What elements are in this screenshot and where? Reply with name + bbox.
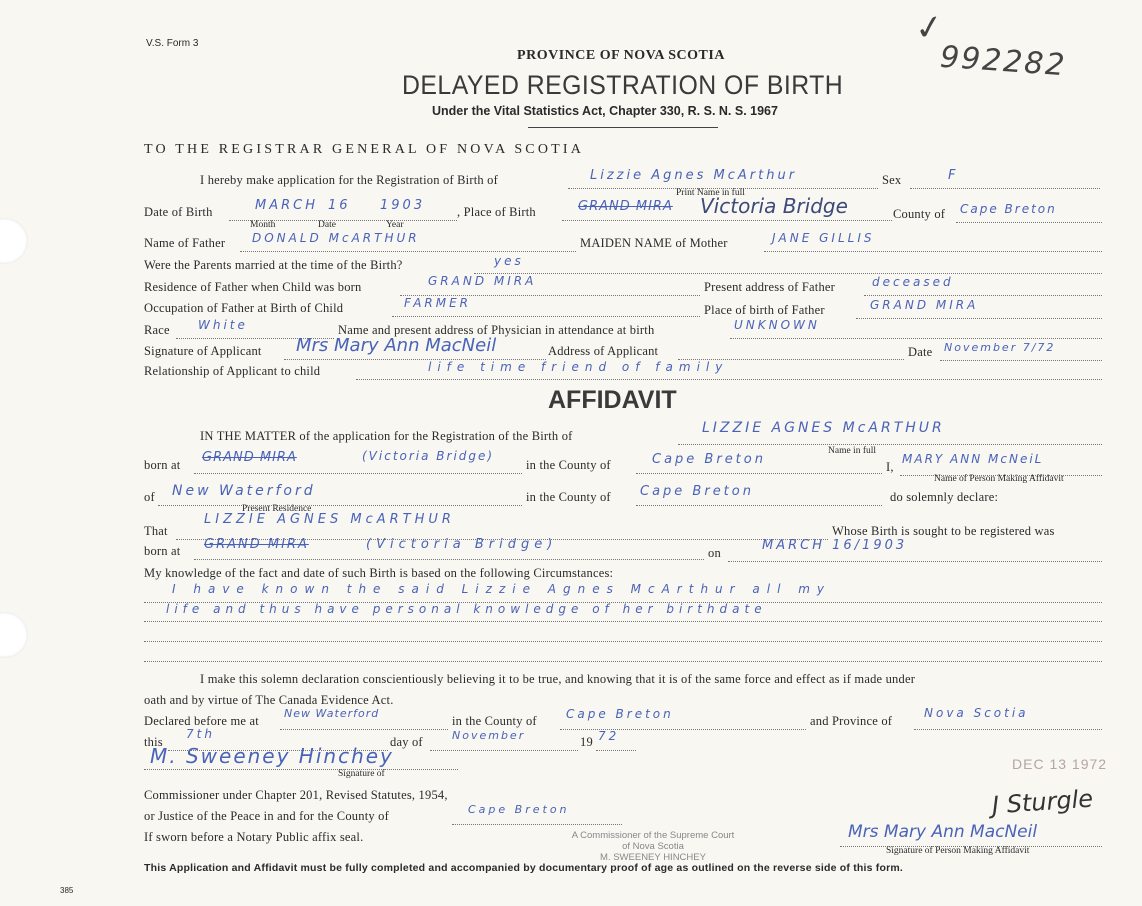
county-field-1[interactable]: Cape Breton — [652, 452, 766, 467]
born-at-2-field[interactable]: (Victoria Bridge) — [366, 537, 558, 552]
affiant-caption: Signature of Person Making Affidavit — [886, 846, 1030, 856]
knowledge-label: My knowledge of the fact and date of such Birth is based on the following Circumstances: — [144, 566, 614, 580]
declared-label: Declared before me at — [144, 714, 259, 728]
this-day-field[interactable]: 7th — [186, 727, 215, 741]
child-name-field[interactable]: Lizzie Agnes McArthur — [590, 168, 798, 183]
justice-county-field[interactable]: Cape Breton — [468, 803, 570, 816]
dob-label: Date of Birth — [144, 205, 213, 219]
province-label: and Province of — [810, 714, 893, 728]
print-name-caption: Print Name in full — [676, 188, 745, 198]
father-field[interactable]: DONALD McARTHUR — [252, 231, 420, 245]
mother-field[interactable]: JANE GILLIS — [772, 231, 875, 245]
dob-year-field[interactable]: 1903 — [380, 198, 426, 213]
affiant-signature[interactable]: Mrs Mary Ann MacNeil — [848, 822, 1038, 842]
pob-struck-field: GRAND MIRA — [578, 199, 673, 214]
application-statement: I hereby make application for the Registration of Birth of — [200, 173, 498, 187]
race-label: Race — [144, 323, 170, 337]
address-line: TO THE REGISTRAR GENERAL OF NOVA SCOTIA — [144, 142, 585, 157]
occupation-field[interactable]: FARMER — [404, 296, 472, 310]
on-label: on — [708, 546, 721, 560]
i-label: I, — [886, 460, 894, 474]
name-full-caption: Name in full — [828, 446, 877, 456]
circumstance-line-2[interactable]: life and thus have personal knowledge of her birthdate — [166, 602, 767, 616]
dob-day-field[interactable]: 16 — [328, 198, 351, 213]
stamp-line-2: of Nova Scotia — [622, 841, 684, 852]
year-field[interactable]: 72 — [598, 729, 620, 743]
year-caption: Year — [386, 220, 404, 230]
commissioner-line: Commissioner under Chapter 201, Revised Statutes, 1954, — [144, 788, 448, 802]
present-address-label: Present address of Father — [704, 280, 836, 294]
date-received-stamp: DEC 13 1972 — [1012, 756, 1108, 772]
date-label: Date — [908, 345, 933, 359]
relationship-field[interactable]: life time friend of family — [428, 360, 729, 374]
residence-label: Residence of Father when Child was born — [144, 280, 362, 294]
affidavit-heading: AFFIDAVIT — [548, 386, 677, 414]
registration-number: 992282 — [938, 39, 1068, 84]
matter-name-field[interactable]: LIZZIE AGNES McARTHUR — [702, 420, 945, 436]
on-date-field[interactable]: MARCH 16/1903 — [762, 538, 908, 553]
notary-note: If sworn before a Notary Public affix seal. — [144, 830, 364, 844]
commissioner-signature[interactable]: M. Sweeney Hinchey — [150, 744, 394, 768]
declared-at-field[interactable]: New Waterford — [284, 707, 380, 720]
residence-affidavit-field[interactable]: New Waterford — [172, 483, 316, 499]
mother-label: MAIDEN NAME of Mother — [580, 236, 728, 250]
solemnly-declare: do solemnly declare: — [890, 490, 999, 504]
punch-hole — [0, 218, 28, 264]
father-label: Name of Father — [144, 236, 226, 250]
in-county-label-3: in the County of — [452, 714, 537, 728]
pob-field[interactable]: Victoria Bridge — [700, 194, 848, 218]
form-title: DELAYED REGISTRATION OF BIRTH — [402, 70, 844, 100]
applicant-address-label: Address of Applicant — [548, 344, 659, 358]
stamp-line-3: M. SWEENEY HINCHEY — [600, 852, 706, 863]
person-name-field[interactable]: MARY ANN McNeiL — [902, 452, 1044, 466]
dob-month-field[interactable]: MARCH — [255, 198, 318, 213]
present-residence-caption: Present Residence — [242, 504, 312, 514]
born-at-label: born at — [144, 458, 181, 472]
this-label: this — [144, 735, 163, 749]
province-field[interactable]: Nova Scotia — [924, 706, 1029, 720]
father-pob-label: Place of birth of Father — [704, 303, 825, 317]
born-at-struck-field: GRAND MIRA — [202, 450, 297, 465]
sex-label: Sex — [882, 173, 902, 187]
footer-note: This Application and Affidavit must be fully completed and accompanied by documentary proof of age as outlined on the reverse side of this form. — [144, 862, 904, 874]
justice-label: or Justice of the Peace in and for the County of — [144, 809, 389, 823]
declaration-line-2: oath and by virtue of The Canada Evidence Act. — [144, 693, 394, 707]
married-label: Were the Parents married at the time of the Birth? — [144, 258, 403, 272]
punch-hole — [0, 612, 28, 658]
person-caption: Name of Person Making Affidavit — [934, 474, 1064, 484]
occupation-label: Occupation of Father at Birth of Child — [144, 301, 344, 315]
form-subtitle: Under the Vital Statistics Act, Chapter 330, R. S. N. S. 1967 — [432, 104, 778, 118]
in-county-label-2: in the County of — [526, 490, 611, 504]
pob-label: , Place of Birth — [457, 205, 536, 219]
title-rule — [528, 127, 718, 128]
father-pob-field[interactable]: GRAND MIRA — [870, 298, 979, 312]
of-label: of — [144, 490, 155, 504]
race-field[interactable]: White — [198, 318, 248, 332]
born-at-2-struck-field: GRAND MIRA — [204, 537, 309, 552]
born-at-label-2: born at — [144, 544, 181, 558]
check-mark-icon: ✓ — [912, 6, 947, 50]
county-field-2[interactable]: Cape Breton — [640, 484, 754, 499]
declaration-line-1: I make this solemn declaration conscientiously believing it to be true, and knowing that it is of the same force and effect as if made under — [200, 672, 916, 686]
commissioner-stamp — [550, 830, 756, 863]
form-number: V.S. Form 3 — [146, 38, 199, 49]
year-prefix: 19 — [580, 735, 593, 749]
month-field[interactable]: November — [452, 729, 526, 742]
applicant-signature-label: Signature of Applicant — [144, 344, 262, 358]
date-caption: Date — [318, 220, 336, 230]
county-label: County of — [893, 207, 946, 221]
physician-field[interactable]: UNKNOWN — [734, 318, 820, 332]
county-field[interactable]: Cape Breton — [960, 202, 1057, 216]
that-name-field[interactable]: LIZZIE AGNES McARTHUR — [204, 512, 455, 527]
born-at-field[interactable]: (Victoria Bridge) — [362, 449, 495, 463]
residence-field[interactable]: GRAND MIRA — [428, 274, 537, 288]
sex-field[interactable]: F — [948, 168, 959, 183]
month-caption: Month — [250, 220, 276, 230]
province-heading: PROVINCE OF NOVA SCOTIA — [517, 48, 725, 63]
physician-label: Name and present address of Physician in attendance at birth — [338, 323, 655, 337]
registrar-initials: J Sturgle — [991, 784, 1094, 820]
footer-code: 385 — [60, 886, 74, 895]
county-field-3[interactable]: Cape Breton — [566, 707, 674, 721]
married-field[interactable]: yes — [494, 254, 524, 268]
in-county-label: in the County of — [526, 458, 611, 472]
signature-of-caption: Signature of — [338, 769, 385, 779]
applicant-signature-field[interactable]: Mrs Mary Ann MacNeil — [296, 335, 497, 356]
whose-birth-label: Whose Birth is sought to be registered was — [832, 524, 1055, 538]
stamp-line-1: A Commissioner of the Supreme Court — [571, 830, 735, 841]
circumstance-line-1[interactable]: I have known the said Lizzie Agnes McArthur all my — [172, 582, 832, 596]
relationship-label: Relationship of Applicant to child — [144, 364, 321, 378]
that-label: That — [144, 524, 168, 538]
present-address-field[interactable]: deceased — [872, 275, 954, 289]
date-field[interactable]: November 7/72 — [944, 341, 1056, 354]
matter-label: IN THE MATTER of the application for the Registration of the Birth of — [200, 429, 573, 443]
day-of-label: day of — [390, 735, 423, 749]
